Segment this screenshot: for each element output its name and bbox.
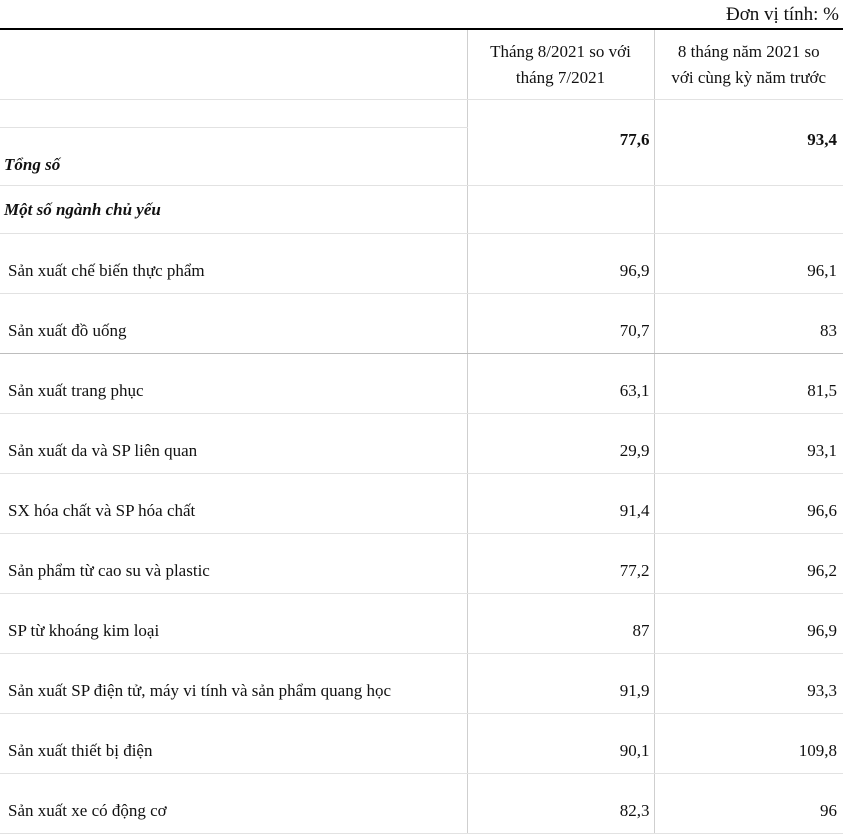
row-ytd-value: 93,1 — [654, 414, 843, 474]
row-ytd-value: 109,8 — [654, 714, 843, 774]
header-row — [0, 30, 843, 100]
section-empty-cell — [467, 186, 654, 234]
row-ytd-value: 93,3 — [654, 654, 843, 714]
spacer-row — [0, 100, 843, 128]
table-row — [0, 414, 843, 474]
row-month-value: 96,9 — [467, 234, 654, 294]
table-row — [0, 534, 843, 594]
row-ytd-value: 96,2 — [654, 534, 843, 594]
total-row — [0, 128, 843, 186]
table-row — [0, 714, 843, 774]
row-label: Sản xuất trang phục — [0, 354, 467, 414]
row-label: Sản xuất thiết bị điện — [0, 714, 467, 774]
row-label: Sản xuất da và SP liên quan — [0, 414, 467, 474]
row-month-value: 70,7 — [467, 294, 654, 354]
total-ytd-value: 93,4 — [654, 128, 843, 186]
table-row — [0, 654, 843, 714]
row-ytd-value: 81,5 — [654, 354, 843, 414]
row-label: Sản xuất xe có động cơ — [0, 774, 467, 834]
row-label: SP từ khoáng kim loại — [0, 594, 467, 654]
spacer-cell — [467, 100, 654, 128]
row-month-value: 91,4 — [467, 474, 654, 534]
header-ytd-column — [654, 30, 843, 100]
row-month-value: 63,1 — [467, 354, 654, 414]
total-label: Tổng số — [0, 128, 467, 186]
header-month-line1: Tháng 8/2021 so với — [468, 39, 654, 65]
table-row — [0, 474, 843, 534]
header-label-column — [0, 30, 467, 100]
table-row — [0, 774, 843, 834]
table-row — [0, 234, 843, 294]
section-label: Một số ngành chủ yếu — [0, 186, 467, 234]
total-month-value: 77,6 — [467, 128, 654, 186]
table-row — [0, 594, 843, 654]
spacer-cell — [654, 100, 843, 128]
row-month-value: 82,3 — [467, 774, 654, 834]
row-month-value: 77,2 — [467, 534, 654, 594]
table-row — [0, 354, 843, 414]
row-label: Sản xuất chế biến thực phẩm — [0, 234, 467, 294]
row-ytd-value: 96,6 — [654, 474, 843, 534]
row-month-value: 91,9 — [467, 654, 654, 714]
row-label: Sản xuất SP điện tử, máy vi tính và sản phẩm quang học — [0, 654, 467, 714]
row-label: SX hóa chất và SP hóa chất — [0, 474, 467, 534]
section-row — [0, 186, 843, 234]
header-month-column — [467, 30, 654, 100]
row-month-value: 29,9 — [467, 414, 654, 474]
row-ytd-value: 96,1 — [654, 234, 843, 294]
header-ytd-line2: với cùng kỳ năm trước — [655, 65, 843, 91]
row-month-value: 87 — [467, 594, 654, 654]
row-label: Sản xuất đồ uống — [0, 294, 467, 354]
row-ytd-value: 96,9 — [654, 594, 843, 654]
table-row — [0, 294, 843, 354]
row-ytd-value: 96 — [654, 774, 843, 834]
header-month-line2: tháng 7/2021 — [468, 65, 654, 91]
row-ytd-value: 83 — [654, 294, 843, 354]
header-ytd-line1: 8 tháng năm 2021 so — [655, 39, 843, 65]
unit-label: Đơn vị tính: % — [726, 0, 839, 28]
row-month-value: 90,1 — [467, 714, 654, 774]
spacer-cell — [0, 100, 467, 128]
row-label: Sản phẩm từ cao su và plastic — [0, 534, 467, 594]
section-empty-cell — [654, 186, 843, 234]
production-index-table — [0, 30, 843, 834]
